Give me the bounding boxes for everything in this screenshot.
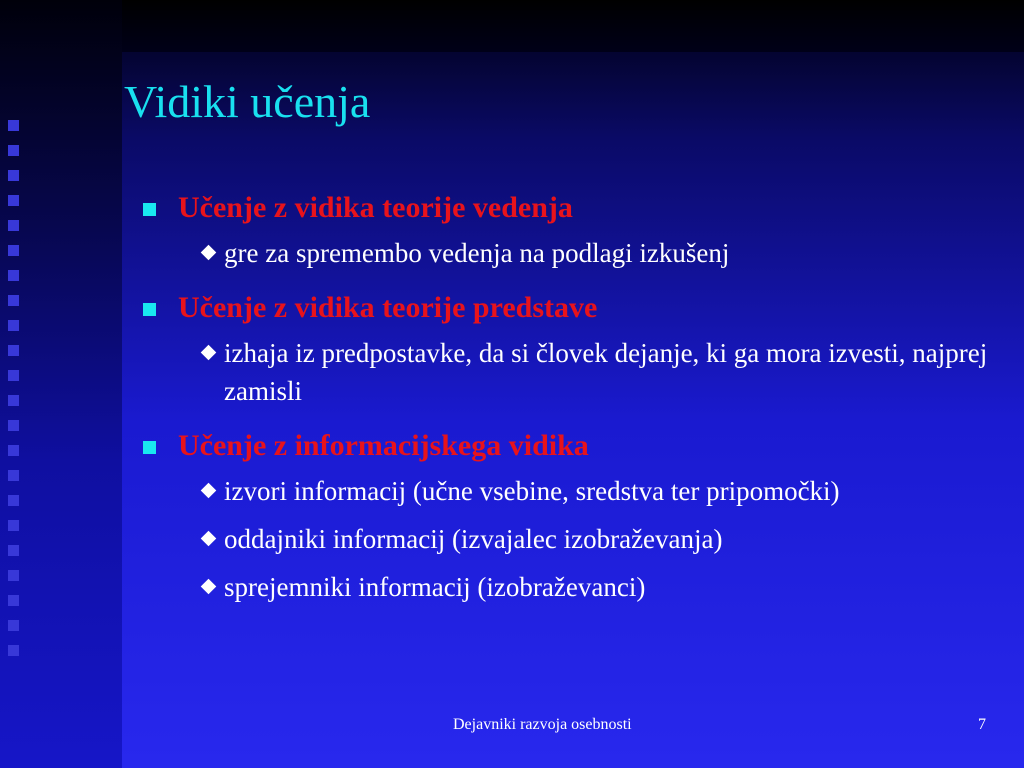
- sub-bullet: [140, 234, 1010, 272]
- diamond-bullet-icon: [201, 531, 217, 547]
- decor-square: [8, 220, 19, 231]
- bullet-heading-text: Učenje z informacijskega vidika: [178, 429, 589, 462]
- left-decorative-strip: [0, 0, 122, 768]
- decor-square: [8, 570, 19, 581]
- decor-square: [8, 620, 19, 631]
- diamond-bullet-icon: [201, 483, 217, 499]
- sub-bullet: [140, 334, 1010, 410]
- sub-bullet-text: oddajniki informacij (izvajalec izobraževanja): [224, 524, 723, 554]
- decor-square: [8, 320, 19, 331]
- decor-square: [8, 495, 19, 506]
- decor-square: [8, 395, 19, 406]
- bullet-heading: [140, 426, 1010, 466]
- decor-square: [8, 120, 19, 131]
- square-bullet-icon: [143, 203, 156, 216]
- sub-bullet: [140, 568, 1010, 606]
- sub-bullet-text: izhaja iz predpostavke, da si človek dejanje, ki ga mora izvesti, najprej zamisli: [224, 338, 988, 406]
- decor-square: [8, 545, 19, 556]
- slide-title: Vidiki učenja: [124, 76, 371, 127]
- footer-title: Dejavniki razvoja osebnosti: [453, 716, 632, 733]
- bullet-heading: [140, 188, 1010, 228]
- diamond-bullet-icon: [201, 579, 217, 595]
- decor-square: [8, 370, 19, 381]
- decor-square: [8, 245, 19, 256]
- top-dark-band: [122, 0, 1024, 52]
- bullet-heading: [140, 288, 1010, 328]
- bullet-heading-text: Učenje z vidika teorije predstave: [178, 291, 598, 324]
- sub-bullet: [140, 472, 1010, 510]
- decor-square: [8, 170, 19, 181]
- page-number: 7: [978, 716, 986, 733]
- decor-square: [8, 345, 19, 356]
- decor-square: [8, 445, 19, 456]
- sub-bullet-text: gre za spremembo vedenja na podlagi izkušenj: [224, 238, 730, 268]
- slide-content: [140, 188, 1010, 616]
- bullet-heading-text: Učenje z vidika teorije vedenja: [178, 191, 573, 224]
- decorative-square-column: [8, 120, 28, 670]
- diamond-bullet-icon: [201, 245, 217, 261]
- decor-square: [8, 470, 19, 481]
- decor-square: [8, 420, 19, 431]
- sub-bullet: [140, 520, 1010, 558]
- decor-square: [8, 520, 19, 531]
- decor-square: [8, 595, 19, 606]
- decor-square: [8, 195, 19, 206]
- decor-square: [8, 270, 19, 281]
- square-bullet-icon: [143, 303, 156, 316]
- decor-square: [8, 645, 19, 656]
- sub-bullet-text: sprejemniki informacij (izobraževanci): [224, 572, 646, 602]
- sub-bullet-text: izvori informacij (učne vsebine, sredstva ter pripomočki): [224, 476, 840, 506]
- decor-square: [8, 145, 19, 156]
- decor-square: [8, 295, 19, 306]
- diamond-bullet-icon: [201, 345, 217, 361]
- square-bullet-icon: [143, 441, 156, 454]
